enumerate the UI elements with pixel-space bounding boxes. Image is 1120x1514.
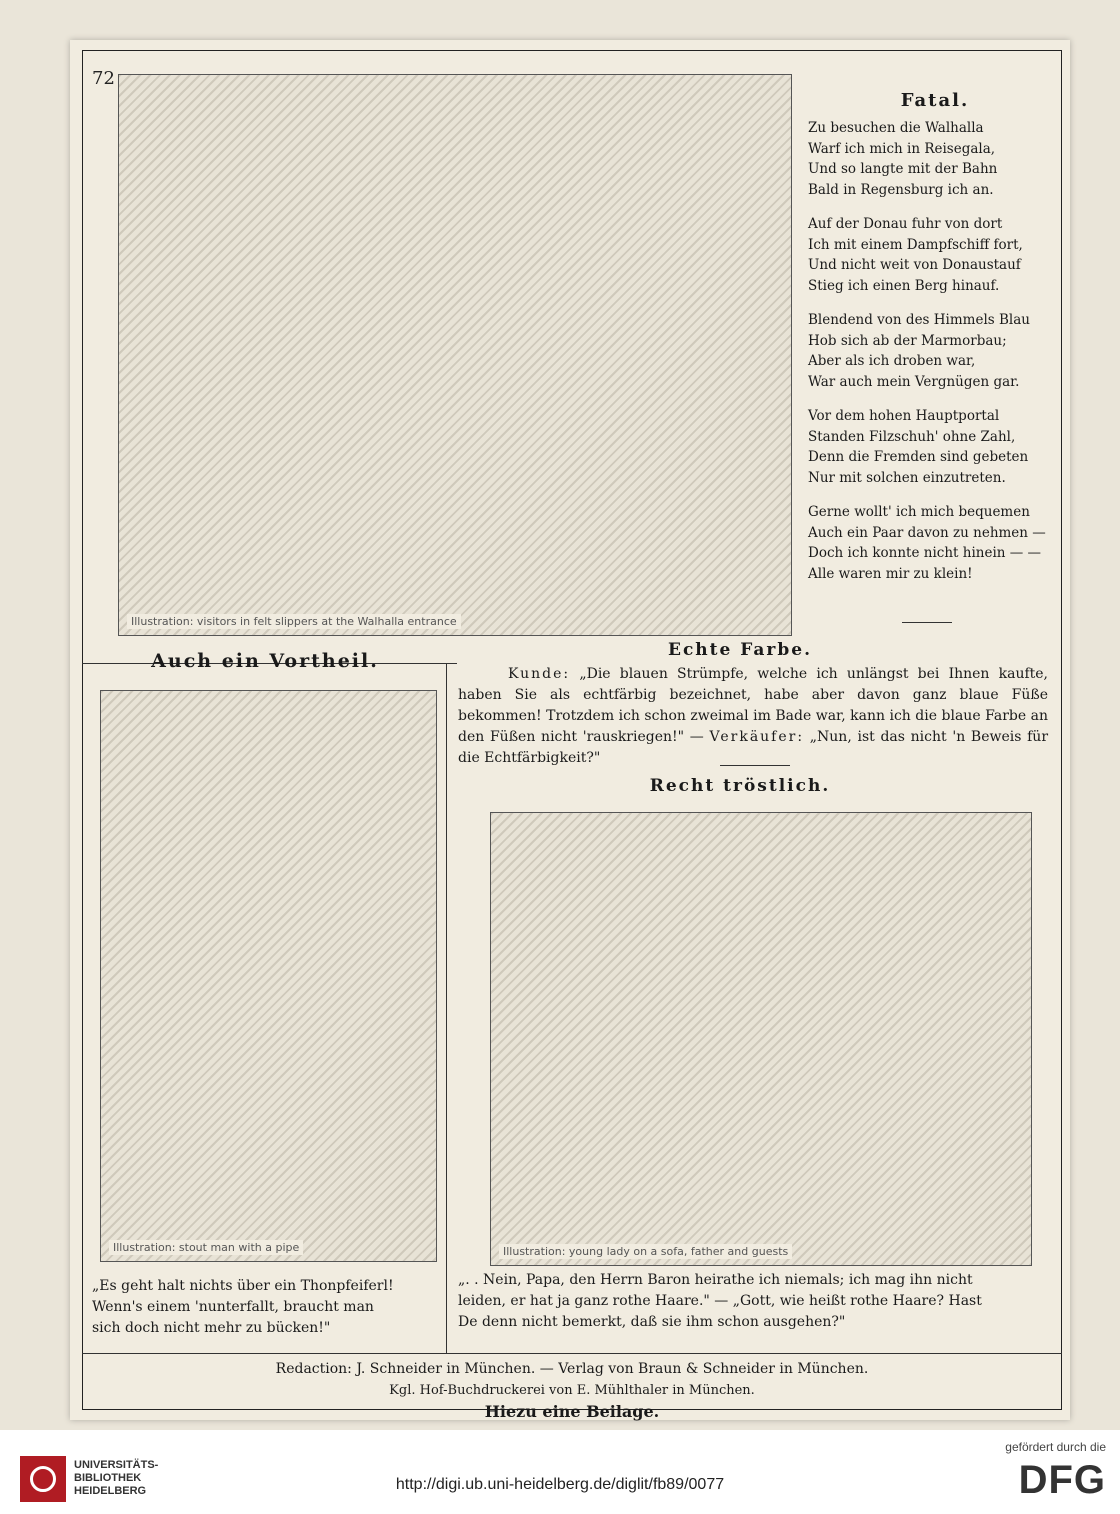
imprint-line-2: Kgl. Hof-Buchdruckerei von E. Mühlthaler in München. xyxy=(389,1383,755,1398)
caption-line: De denn nicht bemerkt, daß sie ihm schon ausgehen?" xyxy=(458,1314,846,1330)
poem-line: Und nicht weit von Donaustauf xyxy=(808,257,1021,273)
poem-stanza xyxy=(808,118,1058,200)
vortheil-caption xyxy=(92,1276,437,1339)
kunde-text: „Die blauen Strümpfe, welche ich unlängst bei Ihnen kaufte, haben Sie als echtfärbig bezeichnet, habe aber davon ganz blaue Füße bekommen! Trotzdem ich schon zweimal im Bade war, kann ich die blaue Farbe an den Füßen nicht 'rauskriegen!" — xyxy=(458,666,1048,745)
echte-farbe-title: Echte Farbe. xyxy=(668,640,812,660)
poem-line: Gerne wollt' ich mich bequemen xyxy=(808,504,1030,520)
poem-line: Aber als ich droben war, xyxy=(808,353,976,369)
illustration-caption: Illustration: visitors in felt slippers at the Walhalla entrance xyxy=(127,614,461,629)
troestlich-title: Recht tröstlich. xyxy=(649,776,831,796)
poem-line: Zu besuchen die Walhalla xyxy=(808,120,984,136)
imprint-line-3: Hiezu eine Beilage. xyxy=(484,1402,660,1421)
illustration-sofa-scene xyxy=(490,812,1032,1266)
poem-line: Und so langte mit der Bahn xyxy=(808,161,998,177)
illustration-caption: Illustration: young lady on a sofa, father and guests xyxy=(499,1244,792,1259)
poem-line: Nur mit solchen einzutreten. xyxy=(808,469,1006,486)
illustration-walhalla xyxy=(118,74,792,636)
poem-line: Auf der Donau fuhr von dort xyxy=(808,216,1003,232)
caption-line: „Es geht halt nichts über ein Thonpfeiferl! xyxy=(92,1278,394,1294)
logo-line: HEIDELBERG xyxy=(74,1485,147,1497)
dfg-logo[interactable]: DFG xyxy=(1018,1458,1106,1502)
poem-line: Auch ein Paar davon zu nehmen — xyxy=(808,524,1046,541)
section-divider xyxy=(720,765,790,766)
troestlich-caption xyxy=(458,1270,1053,1333)
poem-line: Stieg ich einen Berg hinauf. xyxy=(808,277,1000,294)
permalink-url[interactable]: http://digi.ub.uni-heidelberg.de/diglit/fb89/0077 xyxy=(395,1476,725,1493)
imprint-rule xyxy=(82,1353,1062,1354)
viewer-footer xyxy=(0,1430,1120,1514)
caption-line: „. . Nein, Papa, den Herrn Baron heirathe ich niemals; ich mag ihn nicht xyxy=(458,1272,973,1288)
poem-stanza xyxy=(808,502,1058,584)
vortheil-title: Auch ein Vortheil. xyxy=(151,650,379,672)
poem-line: Ich mit einem Dampfschiff fort, xyxy=(808,236,1023,253)
poem-line: Hob sich ab der Marmorbau; xyxy=(808,332,1007,349)
poem-stanza xyxy=(808,310,1058,392)
poem-line: Vor dem hohen Hauptportal xyxy=(808,408,1000,424)
echte-farbe-text xyxy=(458,664,1048,769)
poem-line: Alle waren mir zu klein! xyxy=(808,565,973,582)
verkaeufer-text: „Nun, ist das nicht 'n Beweis für die Echtfärbigkeit?" xyxy=(458,729,1049,766)
illustration-pipe-man xyxy=(100,690,437,1262)
logo-line: BIBLIOTHEK xyxy=(74,1472,142,1484)
imprint-line-1: Redaction: J. Schneider in München. — Verlag von Braun & Schneider in München. xyxy=(275,1361,869,1377)
caption-line: leiden, er hat ja ganz rothe Haare." — „Gott, wie heißt rothe Haare? Hast xyxy=(458,1293,982,1309)
kunde-label: Kunde: xyxy=(508,666,571,682)
poem-line: Warf ich mich in Reisegala, xyxy=(808,140,996,157)
poem-line: Denn die Fremden sind gebeten xyxy=(808,449,1029,465)
funded-by-label: gefördert durch die xyxy=(1005,1440,1106,1454)
poem-line: Blendend von des Himmels Blau xyxy=(808,312,1030,328)
poem-stanza xyxy=(808,406,1058,488)
fatal-title: Fatal. xyxy=(900,90,970,111)
poem-line: Bald in Regensburg ich an. xyxy=(808,181,994,198)
caption-line: Wenn's einem 'nunterfallt, braucht man xyxy=(92,1299,374,1315)
poem-line: Standen Filzschuh' ohne Zahl, xyxy=(808,428,1016,445)
poem-line: Doch ich konnte nicht hinein — — xyxy=(808,545,1042,561)
caption-line: sich doch nicht mehr zu bücken!" xyxy=(92,1320,331,1336)
poem-line: War auch mein Vergnügen gar. xyxy=(808,373,1020,390)
poem-end-rule xyxy=(902,622,952,623)
illustration-caption: Illustration: stout man with a pipe xyxy=(109,1240,303,1255)
verkaeufer-label: Verkäufer: xyxy=(709,729,805,745)
fatal-poem xyxy=(808,118,1058,598)
page-number: 72 xyxy=(92,68,115,89)
logo-line: UNIVERSITÄTS- xyxy=(74,1459,159,1471)
column-divider xyxy=(446,663,447,1353)
poem-stanza xyxy=(808,214,1058,296)
